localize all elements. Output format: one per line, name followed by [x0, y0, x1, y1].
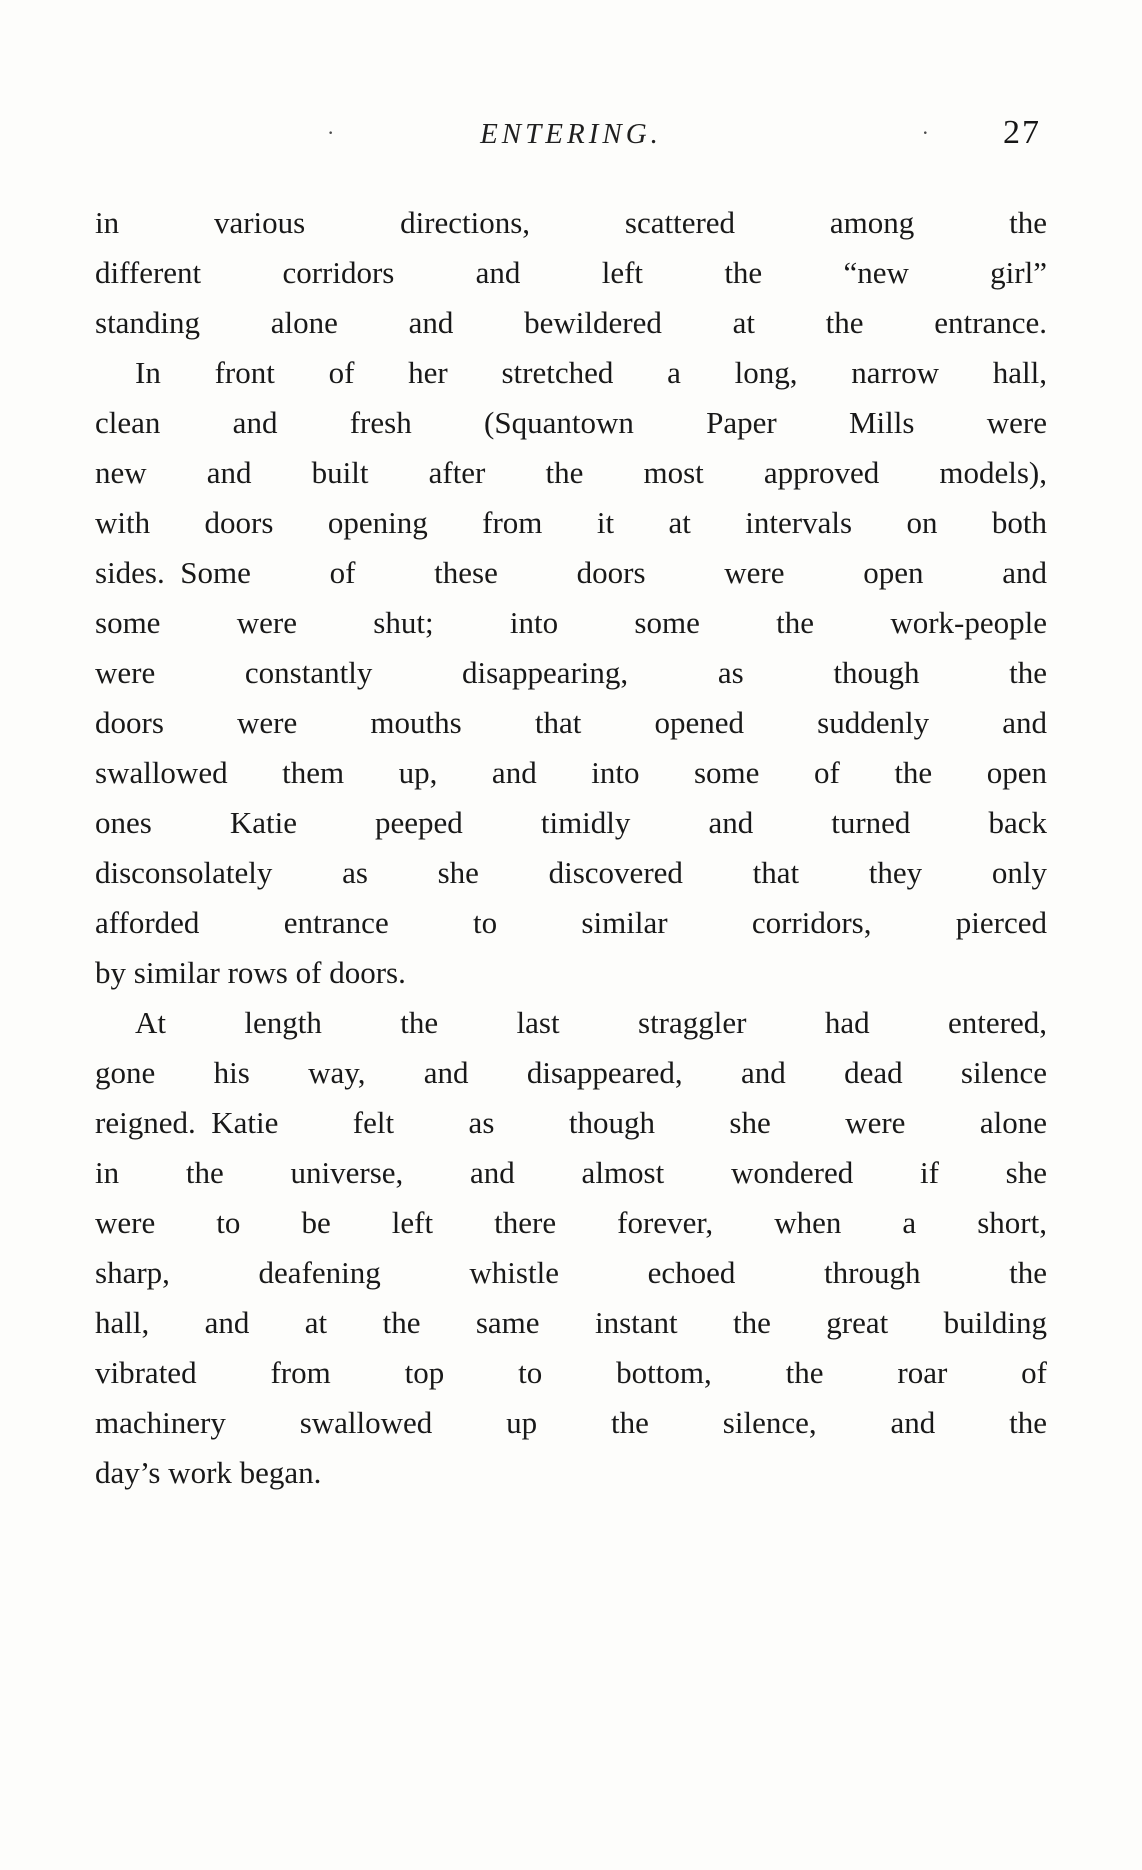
text-line: were constantly disappearing, as though the — [95, 655, 1047, 690]
text-line: some were shut; into some the work-people — [95, 605, 1047, 640]
header-right-mark: · — [921, 120, 929, 145]
text-line: doors were mouths that opened suddenly and — [95, 705, 1047, 740]
text-line: with doors opening from it at intervals on both — [95, 505, 1047, 540]
text-line: standing alone and bewildered at the entrance. — [95, 305, 1047, 340]
text-line: afforded entrance to similar corridors, pierced — [95, 905, 1047, 940]
text-line: In front of her stretched a long, narrow hall, — [135, 355, 1047, 390]
text-line: in the universe, and almost wondered if she — [95, 1155, 1047, 1190]
paragraph — [95, 348, 1047, 998]
text-line: gone his way, and disappeared, and dead silence — [95, 1055, 1047, 1090]
paragraph — [95, 998, 1047, 1498]
page-body — [95, 198, 1047, 1498]
text-line: vibrated from top to bottom, the roar of — [95, 1355, 1047, 1390]
page-number: 27 — [1003, 114, 1041, 151]
text-line: At length the last straggler had entered, — [135, 1005, 1047, 1040]
text-line: in various directions, scattered among the — [95, 205, 1047, 240]
text-line: swallowed them up, and into some of the open — [95, 755, 1047, 790]
text-line: reigned. Katie felt as though she were alone — [95, 1105, 1047, 1140]
text-line: sharp, deafening whistle echoed through the — [95, 1255, 1047, 1290]
text-line: were to be left there forever, when a short, — [95, 1205, 1047, 1240]
text-line: disconsolately as she discovered that they only — [95, 855, 1047, 890]
text-line: different corridors and left the “new girl” — [95, 255, 1047, 290]
text-line: day’s work began. — [95, 1455, 322, 1490]
paragraph — [95, 198, 1047, 348]
text-line: machinery swallowed up the silence, and the — [95, 1405, 1047, 1440]
page-header — [95, 114, 1047, 164]
text-line: hall, and at the same instant the great building — [95, 1305, 1047, 1340]
text-line: sides. Some of these doors were open and — [95, 555, 1047, 590]
text-line: new and built after the most approved models), — [95, 455, 1047, 490]
header-left-mark: · — [327, 120, 335, 145]
text-line: by similar rows of doors. — [95, 955, 406, 990]
running-title: ENTERING. — [480, 118, 662, 150]
text-line: ones Katie peeped timidly and turned back — [95, 805, 1047, 840]
text-line: clean and fresh (Squantown Paper Mills were — [95, 405, 1047, 440]
